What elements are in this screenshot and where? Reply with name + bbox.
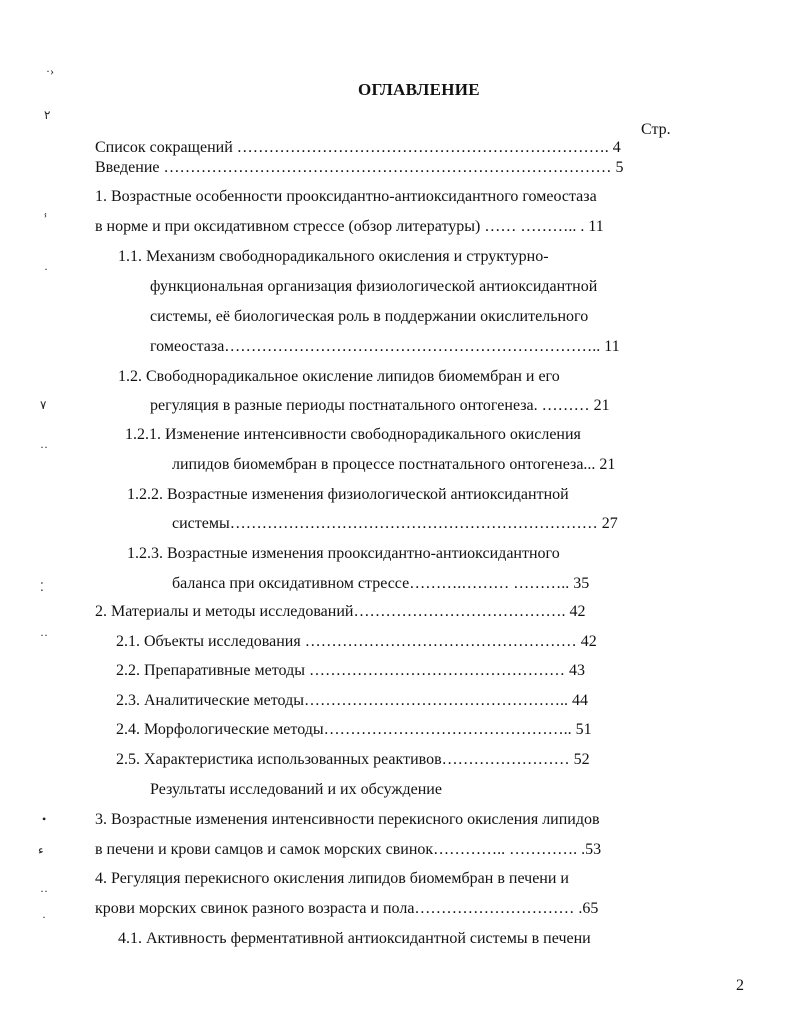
toc-line: 1.2.3. Возрастные изменения прооксидантно-антиоксидантного <box>127 545 560 562</box>
toc-line: Список сокращений ……………………………………………………………. 4 <box>95 139 621 156</box>
toc-line: 2.5. Характеристика использованных реактивов…………………… 52 <box>116 751 590 768</box>
toc-line: 2.1. Объекты исследования …………………………………………… 42 <box>116 633 597 650</box>
toc-line: 2.3. Аналитические методы………………………………………….. 44 <box>116 692 588 709</box>
scan-mark: ·· <box>40 440 48 454</box>
scan-mark: ⁚ <box>40 580 44 594</box>
scan-mark: ·· <box>40 628 48 642</box>
toc-line: 4. Регуляция перекисного окисления липидов биомембран в печени и <box>95 870 569 887</box>
toc-line: системы…………………………………………………………… 27 <box>172 515 618 532</box>
toc-line: 1.2.2. Возрастные изменения физиологической антиоксидантной <box>127 486 569 503</box>
scan-mark: · <box>42 910 46 924</box>
toc-line: липидов биомембран в процессе постнатального онтогенеза... 21 <box>172 456 616 473</box>
toc-line: функциональная организация физиологической антиоксидантной <box>150 278 598 295</box>
toc-line: 1.2. Свободнорадикальное окисление липидов биомембран и его <box>118 368 560 385</box>
toc-line: крови морских свинок разного возраста и пола………………………… .65 <box>95 900 599 917</box>
toc-line: баланса при оксидативном стрессе……….……… ……….. 35 <box>172 575 590 592</box>
toc-line: системы, её биологическая роль в поддержании окислительного <box>150 308 589 325</box>
toc-line: регуляция в разные периоды постнатального онтогенеза. ……… 21 <box>150 397 610 414</box>
scan-mark: ﺀ <box>38 843 44 857</box>
toc-line: 3. Возрастные изменения интенсивности перекисного окисления липидов <box>95 811 600 828</box>
scan-mark: ٢ <box>44 108 51 122</box>
scan-mark: · <box>44 262 48 276</box>
section-heading: Результаты исследований и их обсуждение <box>150 781 442 798</box>
toc-line: 4.1. Активность ферментативной антиоксидантной системы в печени <box>118 930 591 947</box>
page-number: 2 <box>736 977 744 994</box>
scan-mark: ·· <box>40 884 48 898</box>
toc-line: 1.2.1. Изменение интенсивности свободнорадикального окисления <box>125 426 581 443</box>
toc-line: 2. Материалы и методы исследований…………………………………. 42 <box>95 603 586 620</box>
toc-line: Введение ………………………………………………………………………… 5 <box>95 159 624 176</box>
toc-line: в норме и при оксидативном стрессе (обзор литературы) …… ……….. . 11 <box>95 218 604 235</box>
scan-mark: ·› <box>46 64 54 78</box>
scan-mark: ⸯ <box>42 214 49 228</box>
toc-line: гомеостаза…………………………………………………………….. 11 <box>150 338 620 355</box>
page-column-header: Стр. <box>641 121 671 138</box>
toc-line: 2.4. Морфологические методы……………………………………….. 51 <box>116 721 592 738</box>
scan-mark: • <box>42 812 47 826</box>
scan-mark: ٧ <box>40 398 47 412</box>
toc-line: 2.2. Препаративные методы ………………………………………… 43 <box>116 662 585 679</box>
toc-title: ОГЛАВЛЕНИЕ <box>358 80 480 99</box>
toc-line: 1. Возрастные особенности прооксидантно-антиоксидантного гомеостаза <box>95 188 597 205</box>
toc-line: 1.1. Механизм свободнорадикального окисления и структурно- <box>118 248 549 265</box>
toc-line: в печени и крови самцов и самок морских свинок………….. …………. .53 <box>95 841 602 858</box>
